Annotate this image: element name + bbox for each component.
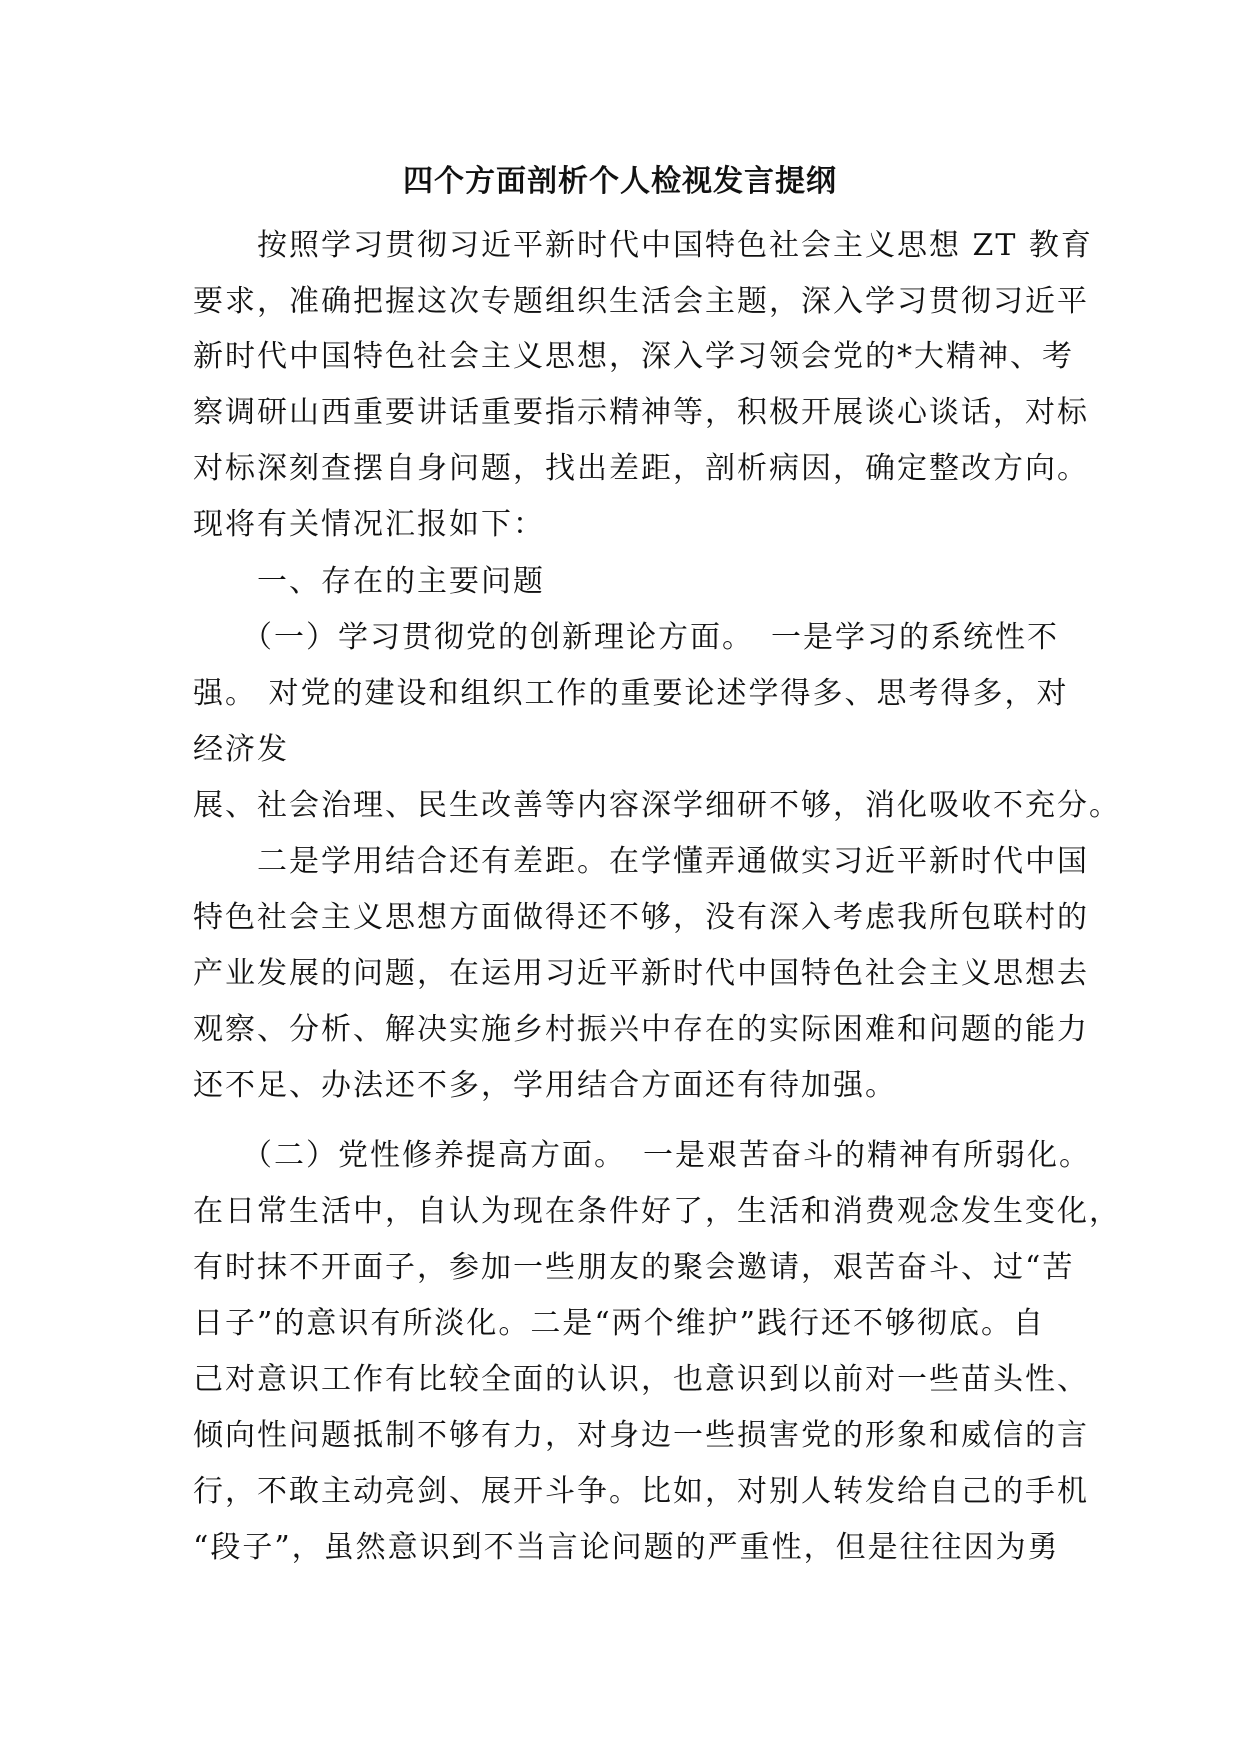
body-line: （一）学习贯彻党的创新理论方面。 一是学习的系统性不 [193,620,1059,655]
body-line: 产业发展的问题，在运用习近平新时代中国特色社会主义思想去 [193,956,1089,991]
section-heading: 一、存在的主要问题 [193,564,545,599]
body-line: 对标深刻查摆自身问题，找出差距，剖析病因，确定整改方向。 [193,451,1089,486]
body-line: 展、社会治理、民生改善等内容深学细研不够，消化吸收不充分。 [193,788,1121,823]
body-line: 察调研山西重要讲话重要指示精神等，积极开展谈心谈话，对标 [193,395,1089,430]
body-line: 己对意识工作有比较全面的认识，也意识到以前对一些苗头性、 [193,1362,1089,1397]
body-line: 现将有关情况汇报如下： [193,507,545,542]
body-line: 还不足、办法还不多，学用结合方面还有待加强。 [193,1068,897,1103]
body-line: 强。 对党的建设和组织工作的重要论述学得多、思考得多，对 [193,676,1069,711]
document-title: 四个方面剖析个人检视发言提纲 [403,164,837,199]
body-line: 经济发 [193,732,289,767]
body-line: （二）党性修养提高方面。 一是艰苦奋斗的精神有所弱化。 [193,1138,1091,1173]
body-line: “段子”，虽然意识到不当言论问题的严重性，但是往往因为勇 [193,1530,1060,1565]
body-line: 有时抹不开面子，参加一些朋友的聚会邀请，艰苦奋斗、过“苦 [193,1250,1075,1285]
body-line: 二是学用结合还有差距。在学懂弄通做实习近平新时代中国 [193,844,1089,879]
body-line: 按照学习贯彻习近平新时代中国特色社会主义思想 ZT 教育 [193,228,1093,263]
body-line: 要求，准确把握这次专题组织生活会主题，深入学习贯彻习近平 [193,284,1089,319]
body-line: 特色社会主义思想方面做得还不够，没有深入考虑我所包联村的 [193,900,1089,935]
body-line: 在日常生活中，自认为现在条件好了，生活和消费观念发生变化， [193,1194,1121,1229]
body-line: 行，不敢主动亮剑、展开斗争。比如，对别人转发给自己的手机 [193,1474,1089,1509]
body-line: 倾向性问题抵制不够有力，对身边一些损害党的形象和威信的言 [193,1418,1089,1453]
body-line: 观察、分析、解决实施乡村振兴中存在的实际困难和问题的能力 [193,1012,1089,1047]
body-line: 新时代中国特色社会主义思想，深入学习领会党的*大精神、考 [193,339,1074,374]
body-line: 日子”的意识有所淡化。二是“两个维护”践行还不够彻底。自 [193,1306,1046,1341]
